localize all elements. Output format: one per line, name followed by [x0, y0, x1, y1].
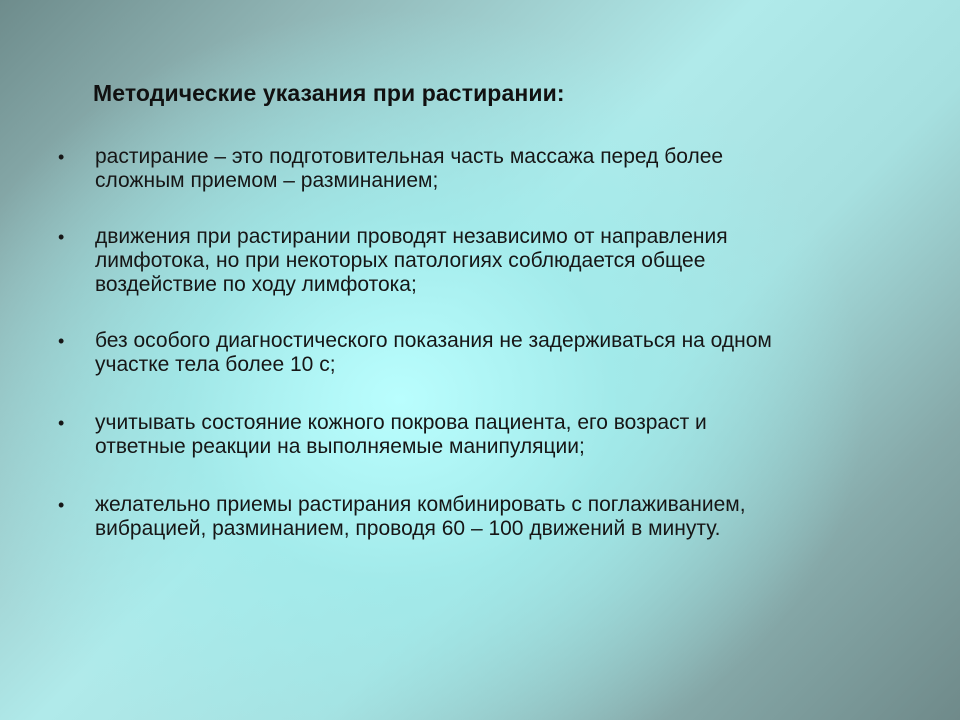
bullet-line: растирание – это подготовительная часть массажа перед более	[95, 145, 724, 168]
bullet-icon: •	[58, 413, 65, 433]
slide-title: Методические указания при растирании:	[93, 80, 565, 106]
bullet-icon: •	[58, 495, 65, 515]
bullet-icon: •	[58, 147, 65, 167]
bullet-line: движения при растирании проводят независимо от направления	[95, 225, 728, 248]
bullet-item	[0, 411, 900, 459]
bullet-item	[0, 145, 900, 193]
bullet-icon: •	[58, 227, 65, 247]
bullet-line: участке тела более 10 с;	[95, 353, 336, 376]
bullet-line: воздействие по ходу лимфотока;	[95, 273, 417, 296]
bullet-line: желательно приемы растирания комбинировать с поглаживанием,	[95, 493, 746, 516]
bullet-item	[0, 493, 900, 541]
bullet-list	[0, 145, 900, 573]
bullet-line: вибрацией, разминанием, проводя 60 – 100 движений в минуту.	[95, 517, 721, 540]
bullet-line: лимфотока, но при некоторых патологиях соблюдается общее	[95, 249, 706, 272]
bullet-item	[0, 225, 900, 297]
bullet-line: учитывать состояние кожного покрова пациента, его возраст и	[95, 411, 707, 434]
bullet-line: без особого диагностического показания не задерживаться на одном	[95, 329, 772, 352]
bullet-icon: •	[58, 331, 65, 351]
bullet-line: ответные реакции на выполняемые манипуляции;	[95, 435, 585, 458]
bullet-line: сложным приемом – разминанием;	[95, 169, 439, 192]
bullet-item	[0, 329, 900, 377]
